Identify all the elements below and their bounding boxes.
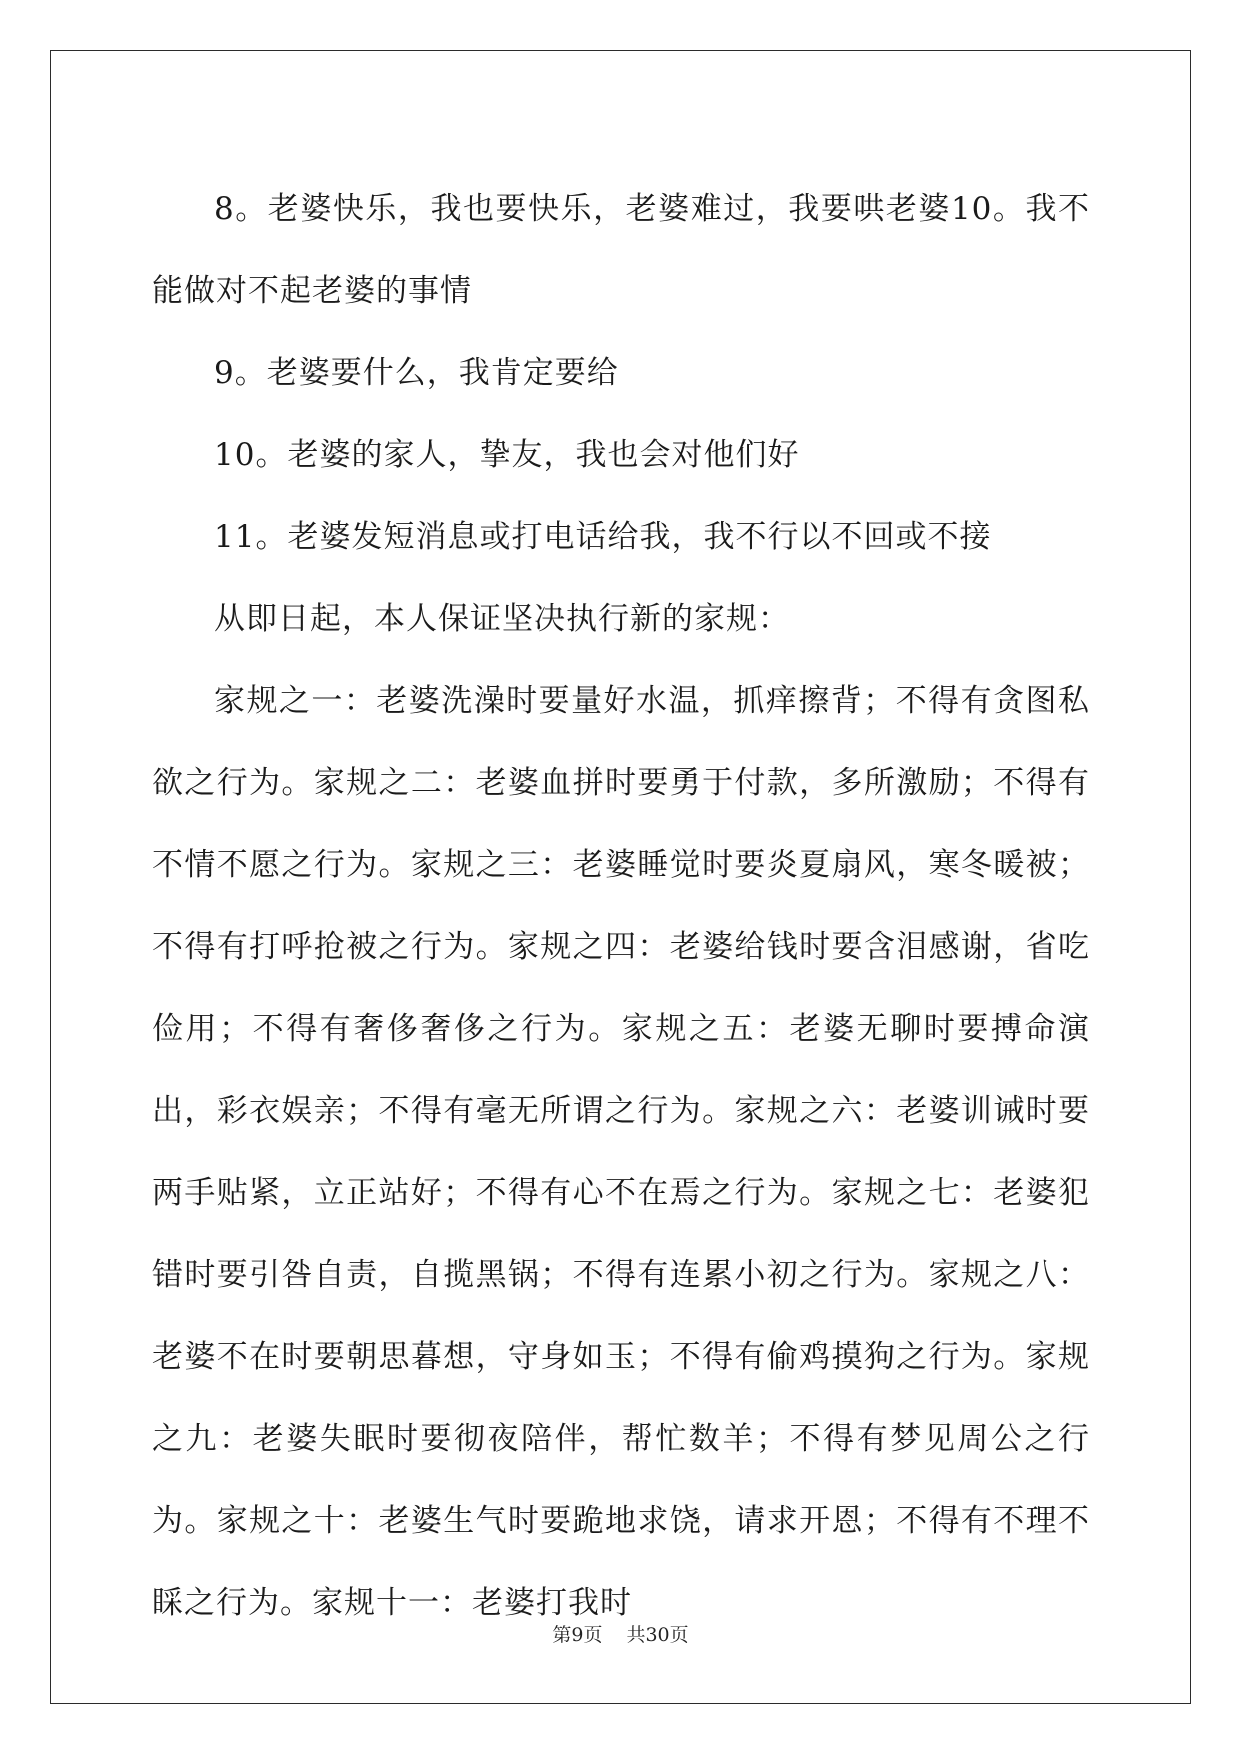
page-total: 共30页 (626, 1624, 689, 1646)
paragraph: 家规之一：老婆洗澡时要量好水温，抓痒擦背；不得有贪图私欲之行为。家规之二：老婆血拼时要勇于付款，多所激励；不得有不情不愿之行为。家规之三：老婆睡觉时要炎夏扇风，寒冬暖被；不得有打呼抢被之行为。家规之四：老婆给钱时要含泪感谢，省吃俭用；不得有奢侈奢侈之行为。家规之五：老婆无聊时要搏命演出，彩衣娱亲；不得有毫无所谓之行为。家规之六：老婆训诫时要两手贴紧，立正站好；不得有心不在焉之行为。家规之七：老婆犯错时要引咎自责，自揽黑锅；不得有连累小初之行为。家规之八：老婆不在时要朝思暮想，守身如玉；不得有偷鸡摸狗之行为。家规之九：老婆失眠时要彻夜陪伴，帮忙数羊；不得有梦见周公之行为。家规之十：老婆生气时要跪地求饶，请求开恩；不得有不理不睬之行为。家规十一：老婆打我时 (152, 683, 1090, 1621)
document-body (152, 168, 1090, 1644)
paragraph: 9。老婆要什么，我肯定要给 (214, 355, 619, 391)
page-number: 第9页 (552, 1624, 603, 1646)
paragraph: 从即日起，本人保证坚决执行新的家规： (214, 601, 790, 637)
paragraph: 8。老婆快乐，我也要快乐，老婆难过，我要哄老婆10。我不能做对不起老婆的事情 (152, 191, 1090, 309)
paragraph: 11。老婆发短消息或打电话给我，我不行以不回或不接 (214, 519, 992, 555)
page-footer (0, 1620, 1241, 1647)
paragraph: 10。老婆的家人，挚友，我也会对他们好 (214, 437, 800, 473)
